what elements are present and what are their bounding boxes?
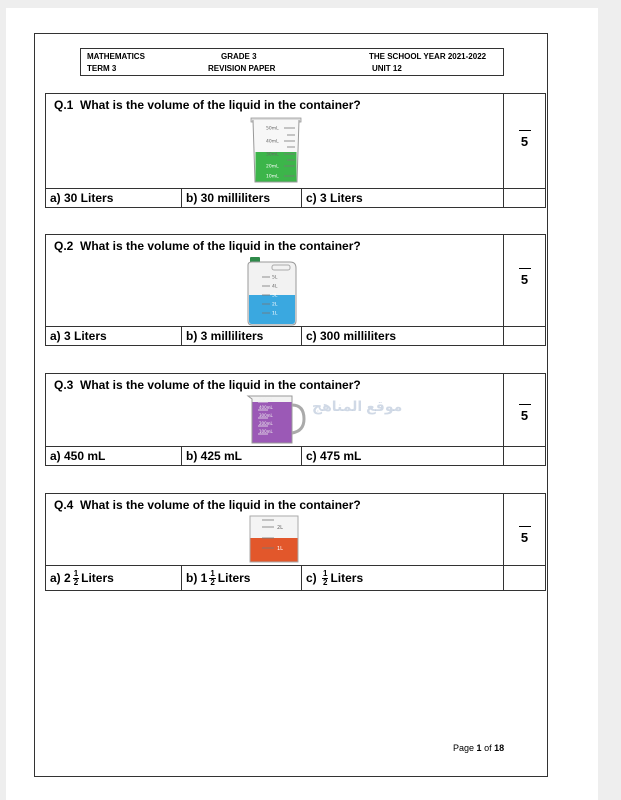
question-4-title [54,498,361,512]
unit-label: UNIT 12 [372,64,402,73]
jerrycan-mark: 1L [272,311,278,317]
score-column [503,94,545,189]
option-a[interactable]: a) 2 $\frac{1}{2}$ Liters [46,566,182,590]
page-number: Page 1 of 18 [453,743,505,753]
option-a[interactable]: a) 450 mL [46,447,182,465]
jug-mark: 300mL [259,413,273,418]
option-c[interactable]: c) 300 milliliters [302,327,504,345]
container-mark: 1L [277,546,283,552]
jerrycan-mark: 3L [272,293,278,299]
option-c[interactable]: c) 475 mL [302,447,504,465]
question-1-number: Q.1 [54,98,74,112]
answer-row [46,446,545,465]
container-mark: 2L [277,525,283,531]
paper-label: REVISION PAPER [208,64,276,73]
question-2-title [54,239,361,253]
beaker-mark: 30mL [266,152,279,158]
grade-label: GRADE 3 [221,52,257,61]
question-4-box [45,493,546,591]
question-2-text: What is the volume of the liquid in the container? [80,239,361,253]
beaker-mark: 40mL [266,139,279,145]
fraction: $\frac{1}{2}$ [73,569,79,588]
answer-row [46,188,545,207]
jug-mark: 400mL [259,405,273,410]
answer-row [46,326,545,345]
fraction: $\frac{1}{2}$ [323,569,328,588]
liquid-fill [249,295,295,324]
score-box: 5 [504,268,545,287]
question-3-title [54,378,361,392]
score-box: 5 [504,526,545,545]
question-3-box [45,373,546,466]
score-column [503,494,545,566]
question-2-number: Q.2 [54,239,74,253]
jerrycan-mark: 5L [272,275,278,281]
measuring-jug-image [246,393,306,445]
beaker-mark: 20mL [266,164,279,170]
question-1-text: What is the volume of the liquid in the container? [80,98,361,112]
jug-mark: 100mL [259,429,273,434]
option-a[interactable]: a) 3 Liters [46,327,182,345]
option-b[interactable]: b) 30 milliliters [182,189,302,207]
question-3-number: Q.3 [54,378,74,392]
score-column [503,374,545,447]
container-image [248,514,300,564]
option-b[interactable]: b) 1 $\frac{1}{2}$ Liters [182,566,302,590]
score-column [503,235,545,327]
question-1-box [45,93,546,208]
jerrycan-mark: 2L [272,302,278,308]
watermark-logo: موقع المناهج [312,398,403,414]
option-a[interactable]: a) 30 Liters [46,189,182,207]
option-c[interactable]: c) 3 Liters [302,189,504,207]
option-b[interactable]: b) 425 mL [182,447,302,465]
question-2-box [45,234,546,346]
subject-label: MATHEMATICS [87,52,145,61]
answer-row [46,565,545,590]
beaker-image [249,116,303,184]
score-box: 5 [504,404,545,423]
option-c[interactable]: c) $\frac{1}{2}$ Liters [302,566,504,590]
jug-mark: 200mL [259,421,273,426]
fraction: $\frac{1}{2}$ [210,569,215,588]
beaker-mark: 50mL [266,126,279,132]
score-box: 5 [504,130,545,149]
liquid-fill [251,538,298,562]
jug-mark: 500mL [259,397,273,402]
jerrycan-image [244,255,302,327]
jerrycan-mark: 4L [272,284,278,290]
question-4-text: What is the volume of the liquid in the container? [80,498,361,512]
question-1-title [54,98,361,112]
worksheet-header [80,48,504,76]
beaker-mark: 10mL [266,174,279,180]
term-label: TERM 3 [87,64,117,73]
question-4-number: Q.4 [54,498,74,512]
option-b[interactable]: b) 3 milliliters [182,327,302,345]
question-3-text: What is the volume of the liquid in the container? [80,378,361,392]
year-label: THE SCHOOL YEAR 2021-2022 [369,52,487,61]
